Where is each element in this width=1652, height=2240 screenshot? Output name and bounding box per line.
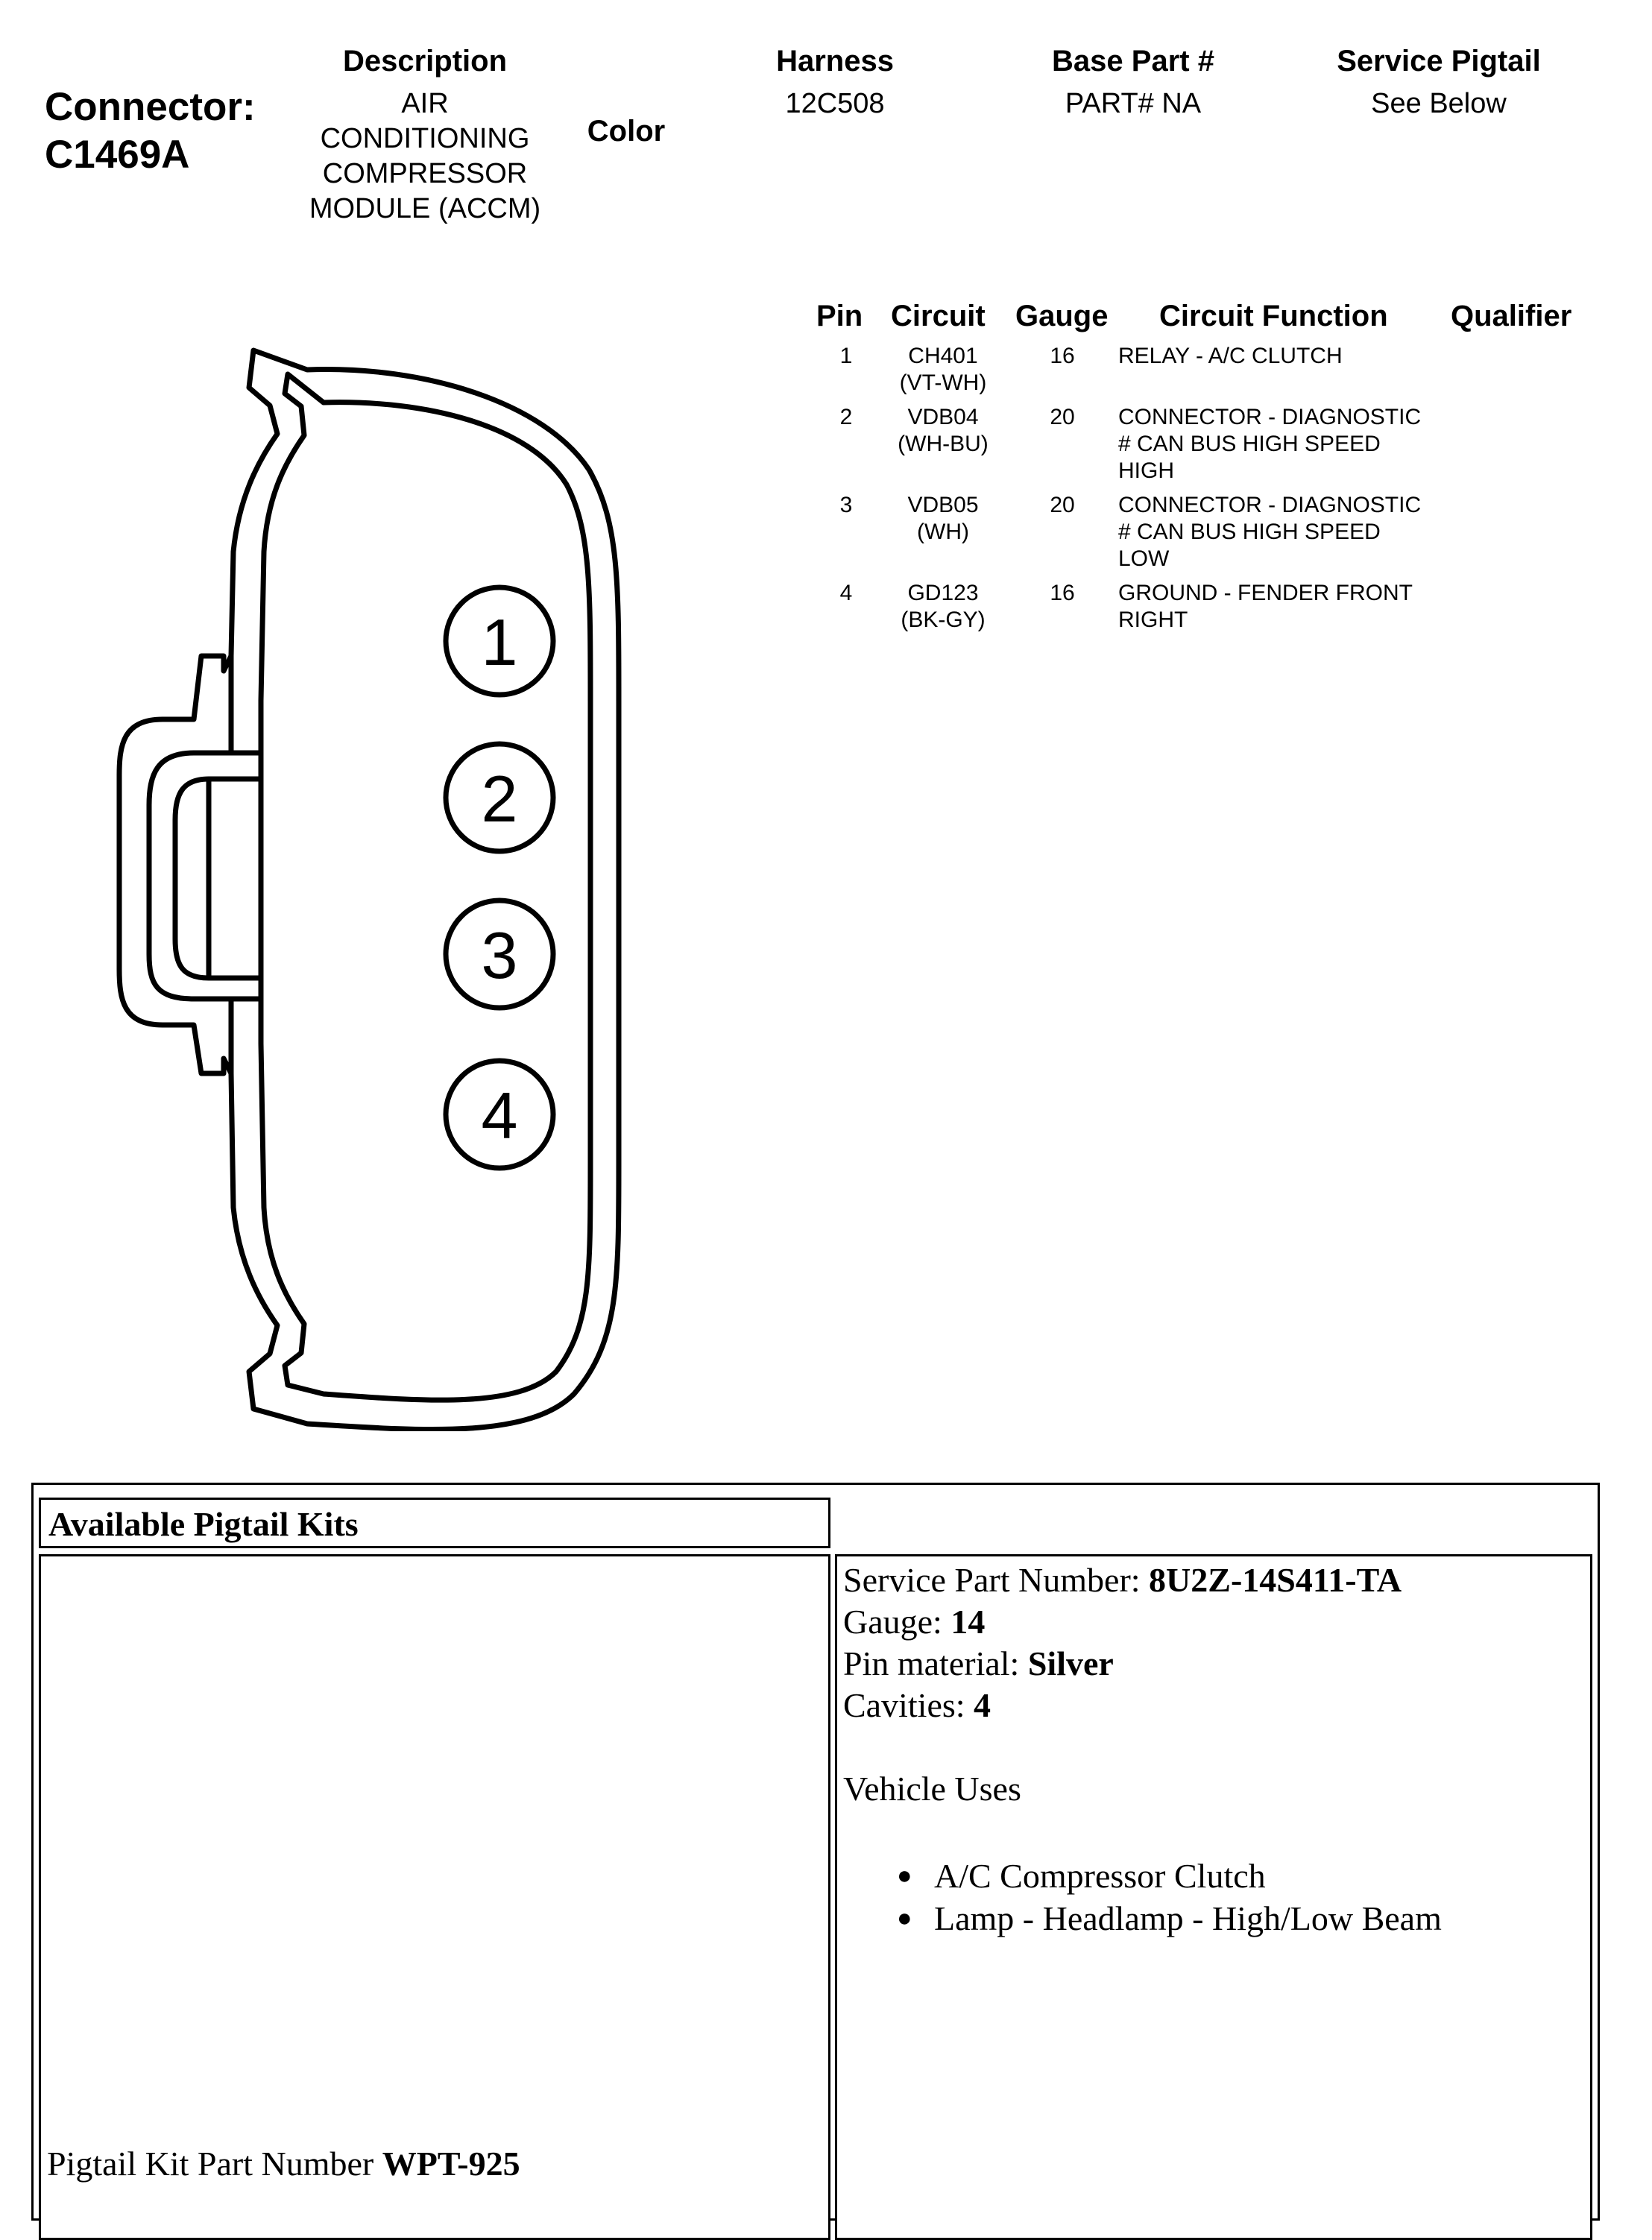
pin-number: 2	[839, 405, 853, 429]
wire-color: (VT-WH)	[899, 370, 987, 395]
kit-part-label: Pigtail Kit Part Number	[47, 2145, 382, 2183]
wire-color: (WH)	[917, 520, 969, 544]
description-value	[283, 86, 567, 227]
cavities	[843, 1685, 1584, 1726]
housing-inner	[261, 374, 590, 1400]
description-line: MODULE (ACCM)	[309, 193, 541, 224]
base-part-value: PART# NA	[1065, 88, 1202, 119]
pin-material-value: Silver	[1027, 1644, 1114, 1682]
harness-heading: Harness	[776, 45, 894, 78]
function-cell	[1118, 404, 1461, 485]
gauge-cell: 16	[1050, 581, 1075, 605]
vehicle-use-item	[897, 1855, 1584, 1897]
function-cell	[1118, 492, 1461, 572]
cavities-value: 4	[974, 1686, 991, 1724]
gauge-value: 14	[950, 1603, 986, 1641]
vehicle-uses-label: Vehicle Uses	[843, 1770, 1021, 1808]
cavity-label: 1	[481, 605, 518, 679]
function-line: HIGH	[1118, 458, 1174, 483]
function-line: CONNECTOR - DIAGNOSTIC	[1118, 405, 1422, 429]
function-line: RELAY - A/C CLUTCH	[1118, 344, 1343, 368]
gauge-cell: 20	[1050, 493, 1075, 517]
function-line: GROUND - FENDER FRONT	[1118, 581, 1413, 605]
vehicle-use-text: Lamp - Headlamp - High/Low Beam	[934, 1899, 1442, 1937]
function-line: CONNECTOR - DIAGNOSTIC	[1118, 493, 1422, 517]
connector-label: Connector:	[45, 85, 256, 129]
pigtail-spec-cell	[835, 1554, 1592, 2240]
function-header: Circuit Function	[1159, 300, 1388, 332]
circuit-id: GD123	[907, 581, 979, 605]
pin-number: 3	[839, 493, 853, 517]
vehicle-uses-list	[897, 1855, 1584, 1940]
function-cell	[1118, 343, 1461, 370]
housing-outer	[119, 350, 619, 1430]
cavity-label: 2	[481, 762, 518, 836]
circuit-header: Circuit	[891, 300, 986, 332]
function-line: RIGHT	[1118, 608, 1188, 632]
pin-material	[843, 1643, 1584, 1685]
pigtail-image-cell	[39, 1554, 830, 2240]
service-pigtail-value: See Below	[1371, 88, 1507, 119]
function-line: # CAN BUS HIGH SPEED	[1118, 520, 1381, 544]
kit-part-value: WPT-925	[382, 2145, 520, 2183]
pin-header: Pin	[816, 300, 863, 332]
circuit-id: VDB05	[907, 493, 979, 517]
base-part-heading: Base Part #	[1052, 45, 1214, 78]
pigtail-title-cell	[39, 1498, 830, 1548]
function-line: # CAN BUS HIGH SPEED	[1118, 432, 1381, 456]
pigtail-gauge	[843, 1601, 1584, 1643]
description-line: AIR	[401, 88, 449, 119]
gauge-cell: 20	[1050, 405, 1075, 429]
wire-color: (WH-BU)	[898, 432, 989, 456]
bullet-icon: ●	[897, 1905, 912, 1932]
connector-id: C1469A	[45, 133, 190, 177]
pin-number: 1	[839, 344, 853, 368]
connector-face-diagram	[112, 328, 745, 1431]
cavity-label: 3	[481, 918, 518, 992]
latch-inner	[175, 779, 261, 978]
pin-material-label: Pin material:	[843, 1644, 1028, 1682]
circuit-id: CH401	[908, 344, 978, 368]
service-part-value: 8U2Z-14S411-TA	[1149, 1561, 1402, 1599]
circuit-cell	[872, 492, 1014, 546]
circuit-cell	[872, 343, 1014, 397]
harness-value: 12C508	[785, 88, 885, 119]
pin-number: 4	[839, 581, 853, 605]
pigtail-title: Available Pigtail Kits	[48, 1505, 359, 1543]
service-part-label: Service Part Number:	[843, 1561, 1150, 1599]
function-cell	[1118, 580, 1461, 634]
circuit-cell	[872, 580, 1014, 634]
circuit-id: VDB04	[907, 405, 979, 429]
vehicle-use-text: A/C Compressor Clutch	[934, 1857, 1266, 1895]
connector-title	[45, 83, 256, 179]
wire-color: (BK-GY)	[901, 608, 986, 632]
gauge-cell: 16	[1050, 344, 1075, 368]
service-pigtail-heading: Service Pigtail	[1337, 45, 1541, 78]
bullet-icon: ●	[897, 1862, 912, 1890]
gauge-header: Gauge	[1015, 300, 1109, 332]
cavity-label: 4	[481, 1079, 518, 1152]
circuit-cell	[872, 404, 1014, 458]
gauge-label: Gauge:	[843, 1603, 951, 1641]
color-heading: Color	[587, 115, 666, 148]
description-heading: Description	[342, 45, 508, 78]
vehicle-use-item	[897, 1897, 1584, 1940]
function-line: LOW	[1118, 546, 1170, 571]
cavities-label: Cavities:	[843, 1686, 974, 1724]
kit-part-number	[47, 2143, 520, 2185]
latch-outer	[149, 753, 261, 999]
description-line: COMPRESSOR	[322, 158, 528, 189]
qualifier-header: Qualifier	[1451, 300, 1572, 332]
description-line: CONDITIONING	[320, 123, 530, 154]
service-part-number	[843, 1559, 1584, 1601]
